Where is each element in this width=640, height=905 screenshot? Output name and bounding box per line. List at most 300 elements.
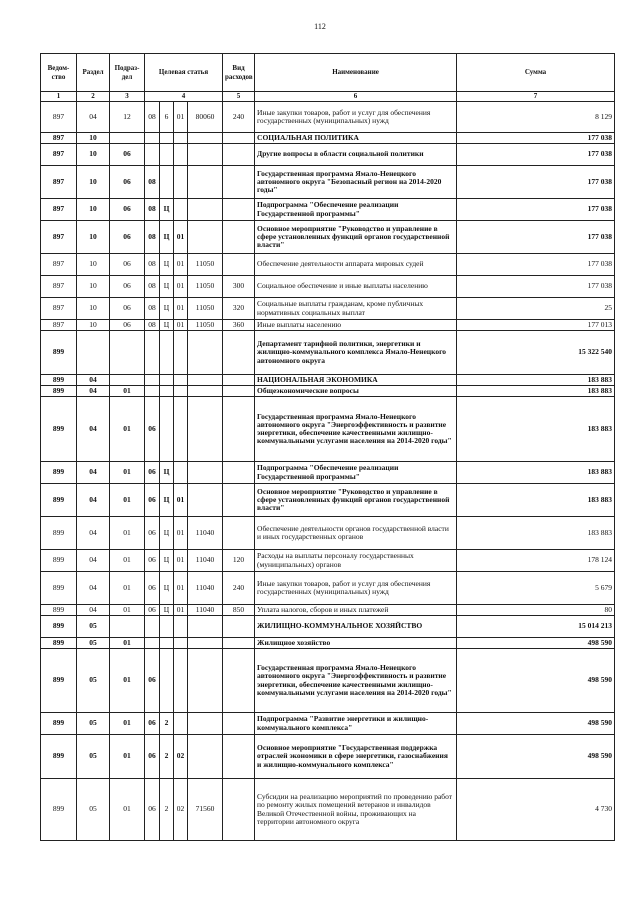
name-cell: Обеспечение деятельности органов государственной власти и иных государственных органов (255, 517, 457, 550)
sum-cell: 4 730 (457, 779, 615, 841)
expense-type-cell: 300 (223, 276, 255, 298)
target-program-cell: 06 (145, 484, 160, 517)
header-vedomstvo: Ведом-ство (41, 54, 77, 92)
expense-type-cell (223, 638, 255, 649)
target-subprogram-cell (160, 166, 174, 199)
name-cell: Другие вопросы в области социальной политики (255, 144, 457, 166)
vedomstvo-cell: 899 (41, 735, 77, 779)
expense-type-cell (223, 331, 255, 375)
sum-cell: 177 038 (457, 144, 615, 166)
target-direction-cell: 80060 (188, 102, 223, 133)
target-direction-cell: 11050 (188, 276, 223, 298)
target-direction-cell (188, 735, 223, 779)
target-program-cell: 06 (145, 517, 160, 550)
target-direction-cell: 11040 (188, 572, 223, 605)
sum-cell: 177 038 (457, 166, 615, 199)
target-program-cell: 06 (145, 550, 160, 572)
razdel-cell: 05 (77, 616, 110, 638)
name-cell: Подпрограмма "Развитие энергетики и жилищно-коммунального комплекса" (255, 713, 457, 735)
sum-cell: 5 679 (457, 572, 615, 605)
sum-cell: 183 883 (457, 375, 615, 386)
table-row (41, 221, 615, 254)
podrazdel-cell (110, 331, 145, 375)
vedomstvo-cell: 899 (41, 484, 77, 517)
razdel-cell: 10 (77, 199, 110, 221)
razdel-cell: 10 (77, 320, 110, 331)
vedomstvo-cell: 897 (41, 254, 77, 276)
sum-cell: 177 038 (457, 254, 615, 276)
razdel-cell: 05 (77, 779, 110, 841)
podrazdel-cell: 06 (110, 298, 145, 320)
sum-cell: 177 013 (457, 320, 615, 331)
target-subprogram-cell: Ц (160, 605, 174, 616)
target-direction-cell (188, 144, 223, 166)
target-program-cell (145, 616, 160, 638)
vedomstvo-cell: 897 (41, 133, 77, 144)
razdel-cell: 05 (77, 713, 110, 735)
expense-type-cell (223, 779, 255, 841)
target-program-cell: 06 (145, 779, 160, 841)
target-event-cell (174, 649, 188, 713)
sum-cell: 183 883 (457, 517, 615, 550)
razdel-cell: 04 (77, 386, 110, 397)
target-subprogram-cell (160, 649, 174, 713)
expense-type-cell: 240 (223, 102, 255, 133)
target-direction-cell (188, 638, 223, 649)
expense-type-cell (223, 199, 255, 221)
razdel-cell: 04 (77, 462, 110, 484)
sum-cell: 8 129 (457, 102, 615, 133)
target-direction-cell (188, 199, 223, 221)
target-event-cell (174, 166, 188, 199)
name-cell: Уплата налогов, сборов и иных платежей (255, 605, 457, 616)
target-direction-cell (188, 462, 223, 484)
target-direction-cell (188, 713, 223, 735)
name-cell: ЖИЛИЩНО-КОММУНАЛЬНОЕ ХОЗЯЙСТВО (255, 616, 457, 638)
podrazdel-cell: 01 (110, 735, 145, 779)
name-cell: Подпрограмма "Обеспечение реализации Государственной программы" (255, 199, 457, 221)
table-row (41, 616, 615, 638)
column-number: 5 (223, 92, 255, 102)
podrazdel-cell: 01 (110, 779, 145, 841)
budget-table (40, 53, 615, 841)
razdel-cell: 04 (77, 517, 110, 550)
target-event-cell: 01 (174, 572, 188, 605)
expense-type-cell: 320 (223, 298, 255, 320)
target-direction-cell: 11040 (188, 517, 223, 550)
podrazdel-cell: 06 (110, 144, 145, 166)
target-subprogram-cell: Ц (160, 320, 174, 331)
expense-type-cell: 240 (223, 572, 255, 605)
razdel-cell: 05 (77, 735, 110, 779)
razdel-cell: 10 (77, 221, 110, 254)
table-row (41, 484, 615, 517)
sum-cell: 498 590 (457, 735, 615, 779)
target-direction-cell (188, 649, 223, 713)
table-header-row (41, 54, 615, 92)
table-row (41, 572, 615, 605)
target-event-cell (174, 386, 188, 397)
header-target: Целевая статья (145, 54, 223, 92)
target-event-cell (174, 199, 188, 221)
target-direction-cell (188, 133, 223, 144)
vedomstvo-cell: 899 (41, 375, 77, 386)
target-subprogram-cell: 2 (160, 779, 174, 841)
table-row (41, 320, 615, 331)
expense-type-cell (223, 221, 255, 254)
target-program-cell: 08 (145, 320, 160, 331)
target-event-cell (174, 144, 188, 166)
name-cell: Обеспечение деятельности аппарата мировых судей (255, 254, 457, 276)
expense-type-cell: 850 (223, 605, 255, 616)
name-cell: Государственная программа Ямало-Ненецкого автономного округа "Энергоэффективность и развитие энергетики, обеспечение качественными жилищно-коммунальными услугами населения на 2014-2020 годы" (255, 397, 457, 462)
target-subprogram-cell: 2 (160, 713, 174, 735)
name-cell: Подпрограмма "Обеспечение реализации Государственной программы" (255, 462, 457, 484)
target-event-cell: 02 (174, 735, 188, 779)
target-subprogram-cell: Ц (160, 254, 174, 276)
name-cell: Общеэкономические вопросы (255, 386, 457, 397)
sum-cell: 80 (457, 605, 615, 616)
target-direction-cell: 11050 (188, 254, 223, 276)
target-program-cell: 08 (145, 221, 160, 254)
expense-type-cell (223, 649, 255, 713)
podrazdel-cell: 06 (110, 254, 145, 276)
name-cell: НАЦИОНАЛЬНАЯ ЭКОНОМИКА (255, 375, 457, 386)
target-program-cell: 06 (145, 605, 160, 616)
target-subprogram-cell: 2 (160, 735, 174, 779)
target-event-cell: 01 (174, 276, 188, 298)
podrazdel-cell: 01 (110, 572, 145, 605)
sum-cell: 498 590 (457, 713, 615, 735)
target-event-cell (174, 638, 188, 649)
sum-cell: 177 038 (457, 221, 615, 254)
target-subprogram-cell: Ц (160, 550, 174, 572)
name-cell: Иные выплаты населению (255, 320, 457, 331)
column-number-row (41, 92, 615, 102)
column-number: 3 (110, 92, 145, 102)
sum-cell: 15 322 540 (457, 331, 615, 375)
podrazdel-cell (110, 375, 145, 386)
podrazdel-cell: 01 (110, 397, 145, 462)
sum-cell: 178 124 (457, 550, 615, 572)
target-subprogram-cell (160, 375, 174, 386)
target-direction-cell (188, 484, 223, 517)
target-subprogram-cell: Ц (160, 298, 174, 320)
vedomstvo-cell: 897 (41, 144, 77, 166)
name-cell: СОЦИАЛЬНАЯ ПОЛИТИКА (255, 133, 457, 144)
header-razdel: Раздел (77, 54, 110, 92)
target-event-cell (174, 616, 188, 638)
podrazdel-cell: 01 (110, 386, 145, 397)
table-row (41, 605, 615, 616)
name-cell: Иные закупки товаров, работ и услуг для обеспечения государственных (муниципальных) нужд (255, 572, 457, 605)
expense-type-cell (223, 166, 255, 199)
table-row (41, 462, 615, 484)
razdel-cell: 10 (77, 133, 110, 144)
target-program-cell: 08 (145, 298, 160, 320)
razdel-cell: 10 (77, 276, 110, 298)
sum-cell: 177 038 (457, 199, 615, 221)
podrazdel-cell: 01 (110, 462, 145, 484)
vedomstvo-cell: 899 (41, 616, 77, 638)
name-cell: Жилищное хозяйство (255, 638, 457, 649)
target-direction-cell: 11040 (188, 605, 223, 616)
podrazdel-cell: 06 (110, 221, 145, 254)
table-row (41, 102, 615, 133)
vedomstvo-cell: 899 (41, 517, 77, 550)
name-cell: Государственная программа Ямало-Ненецкого автономного округа "Безопасный регион на 2014-2020 годы" (255, 166, 457, 199)
expense-type-cell (223, 397, 255, 462)
sum-cell: 177 038 (457, 133, 615, 144)
vedomstvo-cell: 899 (41, 462, 77, 484)
podrazdel-cell: 01 (110, 550, 145, 572)
razdel-cell: 04 (77, 375, 110, 386)
sum-cell: 498 590 (457, 649, 615, 713)
expense-type-cell: 360 (223, 320, 255, 331)
vedomstvo-cell: 897 (41, 221, 77, 254)
target-event-cell: 01 (174, 221, 188, 254)
target-direction-cell (188, 397, 223, 462)
vedomstvo-cell: 899 (41, 638, 77, 649)
target-program-cell (145, 331, 160, 375)
podrazdel-cell (110, 133, 145, 144)
vedomstvo-cell: 899 (41, 605, 77, 616)
target-event-cell: 01 (174, 298, 188, 320)
target-program-cell: 06 (145, 397, 160, 462)
razdel-cell: 04 (77, 484, 110, 517)
target-subprogram-cell: Ц (160, 276, 174, 298)
podrazdel-cell: 06 (110, 166, 145, 199)
target-subprogram-cell (160, 133, 174, 144)
podrazdel-cell: 01 (110, 649, 145, 713)
expense-type-cell: 120 (223, 550, 255, 572)
target-direction-cell (188, 375, 223, 386)
razdel-cell: 10 (77, 166, 110, 199)
razdel-cell: 05 (77, 638, 110, 649)
target-direction-cell: 11050 (188, 298, 223, 320)
razdel-cell: 04 (77, 572, 110, 605)
vedomstvo-cell: 899 (41, 550, 77, 572)
name-cell: Основное мероприятие "Государственная поддержка отраслей экономики в сфере энергетики, газоснабжения и жилищно-коммунального комплекса" (255, 735, 457, 779)
razdel-cell: 05 (77, 649, 110, 713)
table-row (41, 638, 615, 649)
target-event-cell (174, 462, 188, 484)
target-event-cell (174, 331, 188, 375)
column-number: 6 (255, 92, 457, 102)
sum-cell: 177 038 (457, 276, 615, 298)
vedomstvo-cell: 897 (41, 320, 77, 331)
target-direction-cell (188, 221, 223, 254)
razdel-cell: 10 (77, 144, 110, 166)
target-direction-cell (188, 616, 223, 638)
target-program-cell (145, 133, 160, 144)
table-row (41, 331, 615, 375)
target-program-cell: 06 (145, 735, 160, 779)
target-program-cell (145, 375, 160, 386)
page-number: 112 (314, 22, 326, 31)
sum-cell: 183 883 (457, 484, 615, 517)
header-sum: Сумма (457, 54, 615, 92)
table-row (41, 254, 615, 276)
name-cell: Иные закупки товаров, работ и услуг для обеспечения государственных (муниципальных) нужд (255, 102, 457, 133)
table-row (41, 276, 615, 298)
podrazdel-cell: 01 (110, 484, 145, 517)
razdel-cell: 04 (77, 605, 110, 616)
target-subprogram-cell (160, 638, 174, 649)
table-row (41, 199, 615, 221)
razdel-cell: 10 (77, 298, 110, 320)
vedomstvo-cell: 899 (41, 397, 77, 462)
target-direction-cell (188, 166, 223, 199)
target-program-cell: 06 (145, 713, 160, 735)
table-row (41, 649, 615, 713)
target-subprogram-cell: Ц (160, 221, 174, 254)
table-row (41, 144, 615, 166)
target-subprogram-cell (160, 144, 174, 166)
sum-cell: 498 590 (457, 638, 615, 649)
name-cell: Расходы на выплаты персоналу государственных (муниципальных) органов (255, 550, 457, 572)
column-number: 4 (145, 92, 223, 102)
vedomstvo-cell: 899 (41, 649, 77, 713)
target-event-cell (174, 397, 188, 462)
target-subprogram-cell: 6 (160, 102, 174, 133)
table-row (41, 386, 615, 397)
target-program-cell: 08 (145, 166, 160, 199)
target-event-cell: 01 (174, 254, 188, 276)
podrazdel-cell: 01 (110, 605, 145, 616)
table-row (41, 713, 615, 735)
column-number: 7 (457, 92, 615, 102)
podrazdel-cell: 06 (110, 320, 145, 331)
razdel-cell (77, 331, 110, 375)
target-program-cell: 06 (145, 462, 160, 484)
sum-cell: 183 883 (457, 386, 615, 397)
vedomstvo-cell: 899 (41, 713, 77, 735)
target-event-cell: 01 (174, 484, 188, 517)
table-row (41, 517, 615, 550)
vedomstvo-cell: 897 (41, 199, 77, 221)
target-program-cell: 08 (145, 199, 160, 221)
table-row (41, 735, 615, 779)
target-program-cell (145, 386, 160, 397)
target-subprogram-cell: Ц (160, 484, 174, 517)
vedomstvo-cell: 897 (41, 166, 77, 199)
sum-cell: 183 883 (457, 462, 615, 484)
target-direction-cell: 11050 (188, 320, 223, 331)
target-program-cell: 06 (145, 572, 160, 605)
target-event-cell (174, 713, 188, 735)
name-cell: Социальные выплаты гражданам, кроме публичных нормативных социальных выплат (255, 298, 457, 320)
expense-type-cell (223, 133, 255, 144)
vedomstvo-cell: 899 (41, 331, 77, 375)
podrazdel-cell: 06 (110, 199, 145, 221)
podrazdel-cell: 01 (110, 713, 145, 735)
vedomstvo-cell: 899 (41, 386, 77, 397)
vedomstvo-cell: 899 (41, 572, 77, 605)
target-subprogram-cell: Ц (160, 462, 174, 484)
column-number: 2 (77, 92, 110, 102)
target-program-cell: 08 (145, 102, 160, 133)
target-event-cell: 01 (174, 550, 188, 572)
expense-type-cell (223, 375, 255, 386)
podrazdel-cell: 01 (110, 517, 145, 550)
vedomstvo-cell: 897 (41, 276, 77, 298)
target-subprogram-cell (160, 386, 174, 397)
expense-type-cell (223, 616, 255, 638)
vedomstvo-cell: 897 (41, 298, 77, 320)
expense-type-cell (223, 735, 255, 779)
target-program-cell: 08 (145, 254, 160, 276)
name-cell: Субсидии на реализацию мероприятий по проведению работ по ремонту жилых помещений ветеранов и инвалидов Великой Отечественной войны, проживающих на территории автономного округа (255, 779, 457, 841)
target-event-cell: 01 (174, 320, 188, 331)
target-direction-cell (188, 386, 223, 397)
target-event-cell: 01 (174, 102, 188, 133)
header-vid: Вид расходов (223, 54, 255, 92)
podrazdel-cell: 12 (110, 102, 145, 133)
target-event-cell: 01 (174, 517, 188, 550)
target-subprogram-cell (160, 397, 174, 462)
target-event-cell: 01 (174, 605, 188, 616)
target-direction-cell: 71560 (188, 779, 223, 841)
target-program-cell: 06 (145, 649, 160, 713)
target-direction-cell: 11040 (188, 550, 223, 572)
expense-type-cell (223, 713, 255, 735)
table-row (41, 779, 615, 841)
expense-type-cell (223, 517, 255, 550)
target-program-cell (145, 638, 160, 649)
podrazdel-cell (110, 616, 145, 638)
target-subprogram-cell: Ц (160, 517, 174, 550)
target-direction-cell (188, 331, 223, 375)
expense-type-cell (223, 254, 255, 276)
vedomstvo-cell: 897 (41, 102, 77, 133)
target-event-cell (174, 375, 188, 386)
header-podrazdel: Подраз-дел (110, 54, 145, 92)
target-subprogram-cell: Ц (160, 572, 174, 605)
table-row (41, 550, 615, 572)
table-row (41, 397, 615, 462)
table-row (41, 166, 615, 199)
header-name: Наименование (255, 54, 457, 92)
expense-type-cell (223, 462, 255, 484)
target-program-cell: 08 (145, 276, 160, 298)
expense-type-cell (223, 484, 255, 517)
razdel-cell: 04 (77, 397, 110, 462)
expense-type-cell (223, 386, 255, 397)
expense-type-cell (223, 144, 255, 166)
name-cell: Основное мероприятие "Руководство и управление в сфере установленных функций органов государственной власти" (255, 484, 457, 517)
target-subprogram-cell: Ц (160, 199, 174, 221)
target-event-cell: 02 (174, 779, 188, 841)
sum-cell: 25 (457, 298, 615, 320)
name-cell: Государственная программа Ямало-Ненецкого автономного округа "Энергоэффективность и развитие энергетики, обеспечение качественными жилищно-коммунальными услугами населения на 2014-2020 годы" (255, 649, 457, 713)
table-row (41, 375, 615, 386)
podrazdel-cell: 01 (110, 638, 145, 649)
target-program-cell (145, 144, 160, 166)
table-body (41, 102, 615, 841)
podrazdel-cell: 06 (110, 276, 145, 298)
vedomstvo-cell: 899 (41, 779, 77, 841)
razdel-cell: 04 (77, 550, 110, 572)
table-row (41, 133, 615, 144)
name-cell: Основное мероприятие "Руководство и управление в сфере установленных функций органов государственной власти" (255, 221, 457, 254)
name-cell: Департамент тарифной политики, энергетики и жилищно-коммунального комплекса Ямало-Ненецкого автономного округа (255, 331, 457, 375)
target-event-cell (174, 133, 188, 144)
name-cell: Социальное обеспечение и иные выплаты населению (255, 276, 457, 298)
razdel-cell: 10 (77, 254, 110, 276)
table-row (41, 298, 615, 320)
sum-cell: 183 883 (457, 397, 615, 462)
